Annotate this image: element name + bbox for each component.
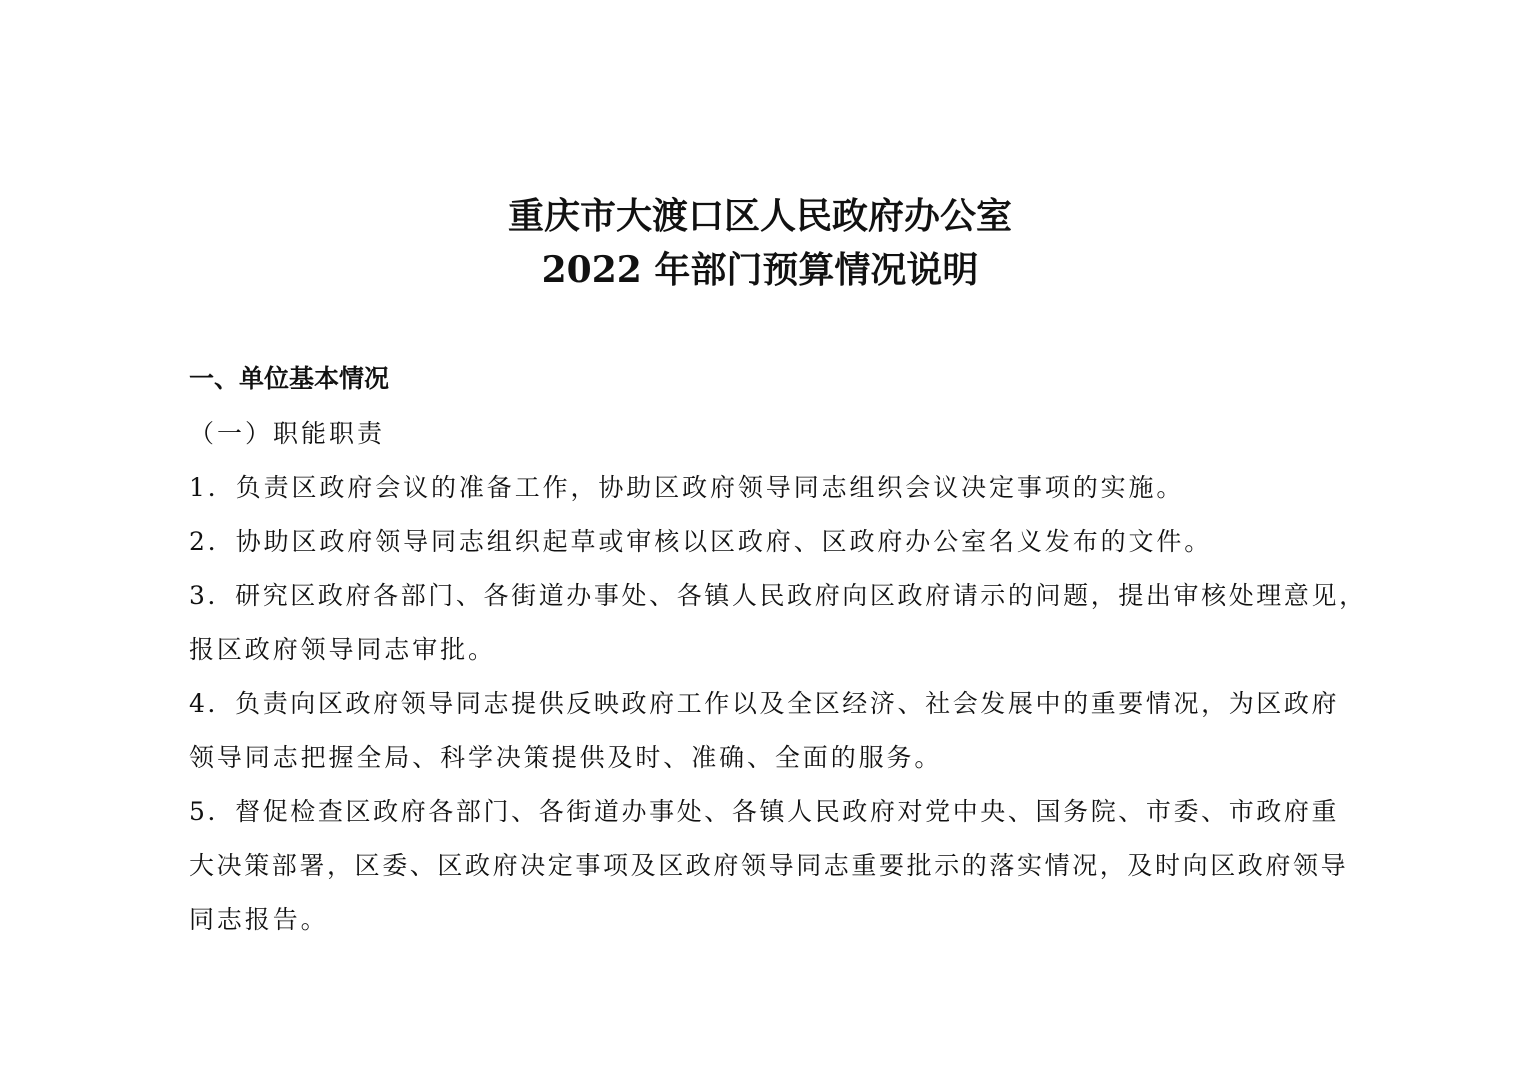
body-line: 同志报告。 (189, 905, 329, 934)
document-title-line-2: 2022 年部门预算情况说明 (541, 249, 979, 291)
section-heading: 一、单位基本情况 (189, 364, 390, 393)
body-line: 大决策部署，区委、区政府决定事项及区政府领导同志重要批示的落实情况，及时向区政府领导 (189, 851, 1349, 880)
body-line: 5．督促检查区政府各部门、各街道办事处、各镇人民政府对党中央、国务院、市委、市政府重 (189, 797, 1340, 826)
body-line: 2．协助区政府领导同志组织起草或审核以区政府、区政府办公室名义发布的文件。 (189, 527, 1213, 556)
body-line: 1．负责区政府会议的准备工作，协助区政府领导同志组织会议决定事项的实施。 (189, 473, 1185, 502)
body-line: 报区政府领导同志审批。 (189, 635, 496, 664)
document-title-line-1: 重庆市大渡口区人民政府办公室 (507, 195, 1012, 237)
subsection-heading: （一）职能职责 (189, 419, 386, 448)
body-line: 4．负责向区政府领导同志提供反映政府工作以及全区经济、社会发展中的重要情况，为区政府 (189, 689, 1340, 718)
body-line: 3．研究区政府各部门、各街道办事处、各镇人民政府向区政府请示的问题，提出审核处理意见， (189, 581, 1367, 610)
body-line: 领导同志把握全局、科学决策提供及时、准确、全面的服务。 (189, 743, 943, 772)
